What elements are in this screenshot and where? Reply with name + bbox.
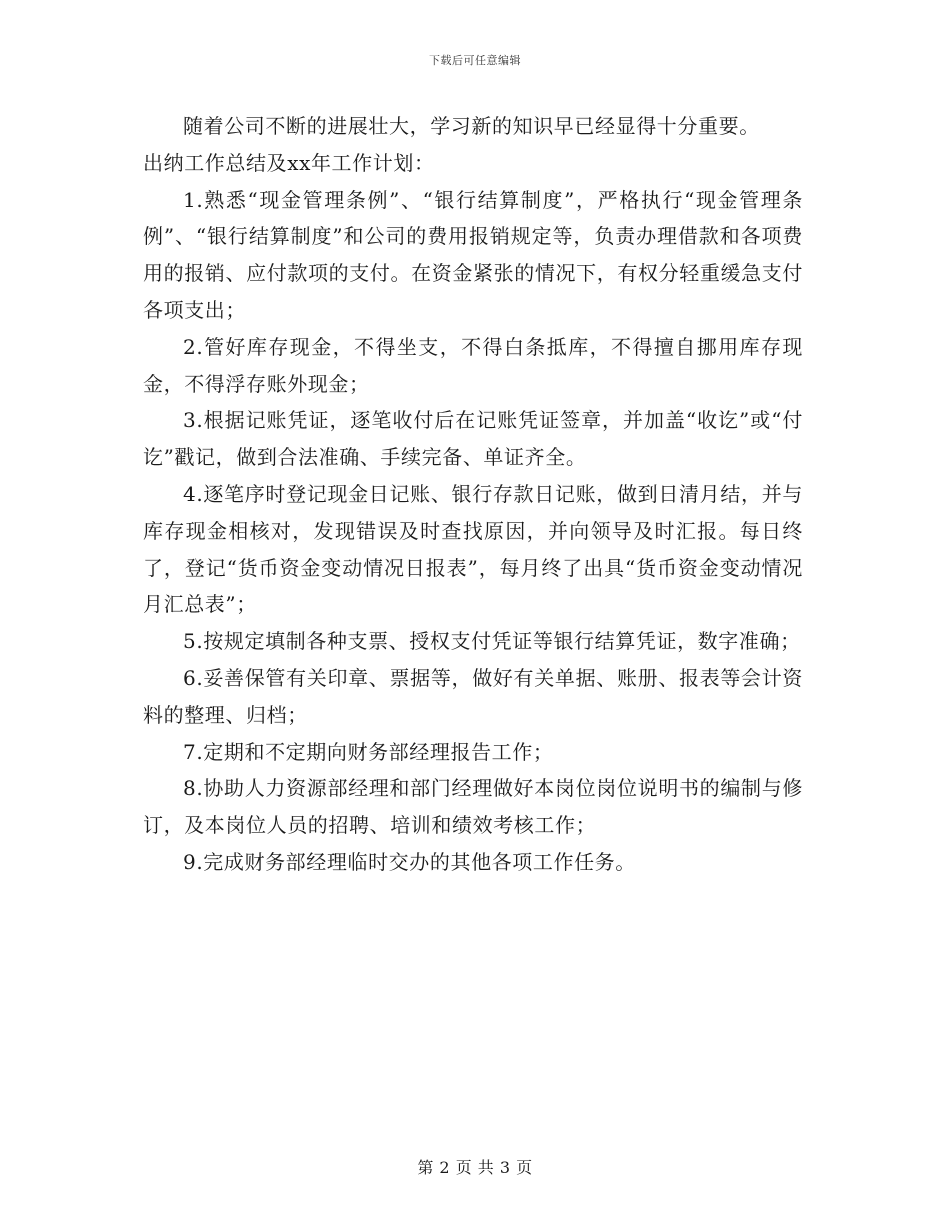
list-item-2: 2.管好库存现金，不得坐支，不得白条抵库，不得擅自挪用库存现金，不得浮存账外现金； [143, 334, 803, 396]
page-number: 第 2 页 共 3 页 [417, 1158, 533, 1177]
list-item-3: 3.根据记账凭证，逐笔收付后在记账凭证签章，并加盖“收讫”或“付讫”戳记，做到合法准确、手续完备、单证齐全。 [143, 408, 803, 470]
intro-paragraph: 随着公司不断的进展壮大，学习新的知识早已经显得十分重要。 [183, 114, 760, 138]
list-item-4: 4.逐笔序时登记现金日记账、银行存款日记账，做到日清月结，并与库存现金相核对，发现错误及时查找原因，并向领导及时汇报。每日终了，登记“货币资金变动情况日报表”，每月终了出具“货币资金变动情况月汇总表”； [143, 481, 803, 617]
page-header-note: 下载后可任意编辑 [429, 54, 521, 67]
list-item-8: 8.协助人力资源部经理和部门经理做好本岗位岗位说明书的编制与修订，及本岗位人员的招聘、培训和绩效考核工作； [143, 776, 803, 838]
document-body [143, 108, 803, 881]
list-item-5: 5.按规定填制各种支票、授权支付凭证等银行结算凭证，数字准确； [183, 629, 801, 654]
list-item-1: 1.熟悉“现金管理条例”、“银行结算制度”，严格执行“现金管理条例”、“银行结算制度”和公司的费用报销规定等，负责办理借款和各项费用的报销、应付款项的支付。在资金紧张的情况下，有权分轻重缓急支付各项支出； [143, 187, 803, 322]
list-item-6: 6.妥善保管有关印章、票据等，做好有关单据、账册、报表等会计资料的整理、归档； [143, 665, 803, 727]
section-title: 出纳工作总结及xx年工作计划： [143, 150, 435, 175]
list-item-9: 9.完成财务部经理临时交办的其他各项工作任务。 [183, 849, 636, 874]
list-item-7: 7.定期和不定期向财务部经理报告工作； [183, 739, 554, 764]
